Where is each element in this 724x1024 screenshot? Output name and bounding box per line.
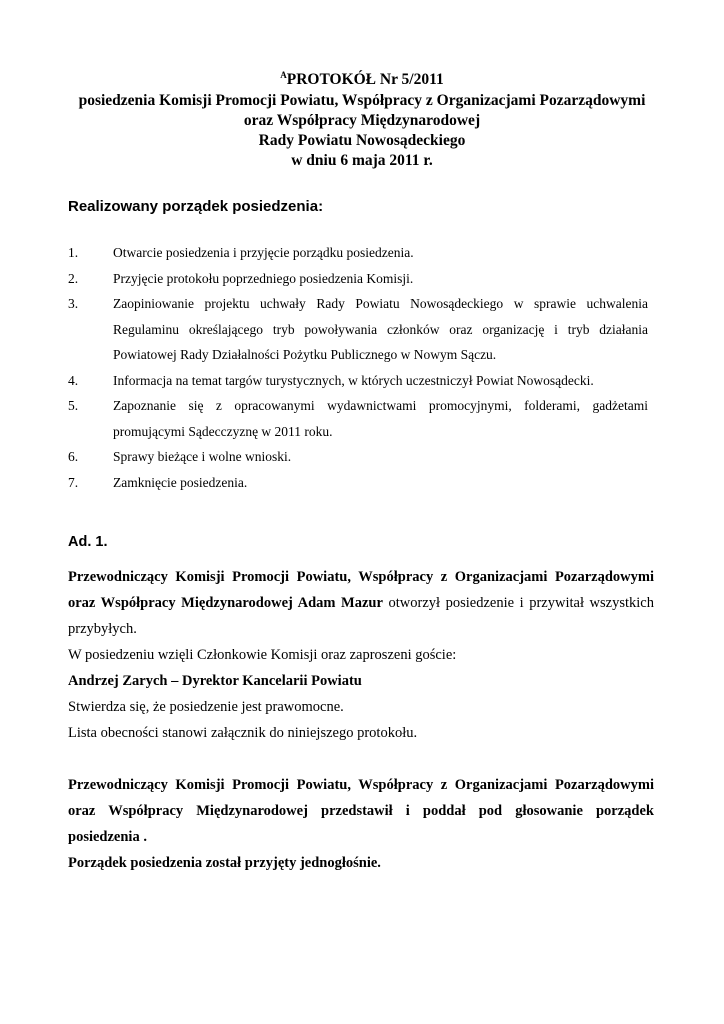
ad1-p2: W posiedzeniu wzięli Członkowie Komisji oraz zaproszeni goście: bbox=[68, 647, 457, 663]
agenda-item-number: 6. bbox=[68, 449, 79, 464]
ad1-p6-line3: posiedzenia . bbox=[68, 829, 147, 845]
agenda-heading: Realizowany porządek posiedzenia: bbox=[68, 198, 324, 215]
agenda-item-text: Przyjęcie protokołu poprzedniego posiedzenia Komisji. bbox=[113, 270, 414, 286]
ad1-p6-line1: Przewodniczący Komisji Promocji Powiatu, Współpracy z Organizacjami Pozarządowymi bbox=[68, 777, 654, 793]
agenda-item-text: Sprawy bieżące i wolne wnioski. bbox=[113, 449, 292, 464]
agenda-item-number: 5. bbox=[68, 398, 79, 413]
ad1-p1-line3: przybyłych. bbox=[68, 621, 137, 637]
ad1-p1-line2 bbox=[68, 590, 654, 616]
ad1-opening-paragraph bbox=[68, 564, 654, 746]
agenda-item bbox=[68, 444, 648, 470]
agenda-item-text: Zapoznanie się z opracowanymi wydawnictwami promocyjnymi, folderami, gadżetami promującymi Sądecczyznę w 2011 roku. bbox=[113, 398, 648, 439]
ad1-vote-paragraph bbox=[68, 772, 654, 876]
ad1-p7: Porządek posiedzenia został przyjęty jednogłośnie. bbox=[68, 855, 381, 871]
agenda-item-number: 1. bbox=[68, 245, 79, 260]
ad1-p1-line2-bold: oraz Współpracy Międzynarodowej Adam Mazur bbox=[68, 595, 383, 611]
agenda-item-text: Informacja na temat targów turystycznych, w których uczestniczył Powiat Nowosądecki. bbox=[113, 372, 594, 388]
agenda-item-text: Zaopiniowanie projektu uchwały Rady Powiatu Nowosądeckiego w sprawie uchwalenia Regulaminu określającego tryb powoływania członków oraz organizację i tryb działania Powiatowej Rady Działalności Pożytku Publicznego w Nowym Sączu. bbox=[113, 296, 648, 362]
agenda-item-text: Otwarcie posiedzenia i przyjęcie porządku posiedzenia. bbox=[113, 245, 414, 260]
agenda-item bbox=[68, 393, 648, 444]
header-line-3: oraz Współpracy Międzynarodowej bbox=[243, 112, 481, 129]
agenda-item bbox=[68, 470, 648, 496]
agenda-item-number: 3. bbox=[68, 296, 79, 311]
agenda-item-number: 7. bbox=[68, 474, 79, 490]
ad1-p1-line1: Przewodniczący Komisji Promocji Powiatu, Współpracy z Organizacjami Pozarządowymi bbox=[68, 569, 654, 585]
ad1-p5: Lista obecności stanowi załącznik do niniejszego protokołu. bbox=[68, 725, 418, 741]
header-mark: A bbox=[280, 70, 287, 80]
agenda-item bbox=[68, 368, 648, 394]
ad1-p4: Stwierdza się, że posiedzenie jest prawomocne. bbox=[68, 699, 344, 715]
agenda-item bbox=[68, 291, 648, 368]
agenda-list bbox=[68, 240, 648, 495]
agenda-item bbox=[68, 240, 648, 266]
ad1-p1-line2-rest: otworzył posiedzenie i przywitał wszystkich bbox=[382, 595, 654, 611]
header-title: PROTOKÓŁ Nr 5/2011 bbox=[286, 71, 444, 88]
ad1-p3-guest: Andrzej Zarych – Dyrektor Kancelarii Powiatu bbox=[68, 673, 362, 689]
agenda-item bbox=[68, 266, 648, 292]
header-line-2: posiedzenia Komisji Promocji Powiatu, Współpracy z Organizacjami Pozarządowymi bbox=[78, 92, 646, 109]
agenda-item-number: 2. bbox=[68, 270, 79, 286]
agenda-item-text: Zamknięcie posiedzenia. bbox=[113, 474, 248, 490]
header-line-5: w dniu 6 maja 2011 r. bbox=[291, 152, 433, 169]
protocol-header bbox=[60, 70, 664, 171]
header-line-4: Rady Powiatu Nowosądeckiego bbox=[258, 132, 466, 149]
ad1-p6-line2: oraz Współpracy Międzynarodowej przedstawił i poddał pod głosowanie porządek bbox=[68, 803, 654, 819]
ad1-heading: Ad. 1. bbox=[68, 534, 108, 550]
header-title-line bbox=[60, 70, 664, 91]
agenda-item-number: 4. bbox=[68, 372, 79, 388]
